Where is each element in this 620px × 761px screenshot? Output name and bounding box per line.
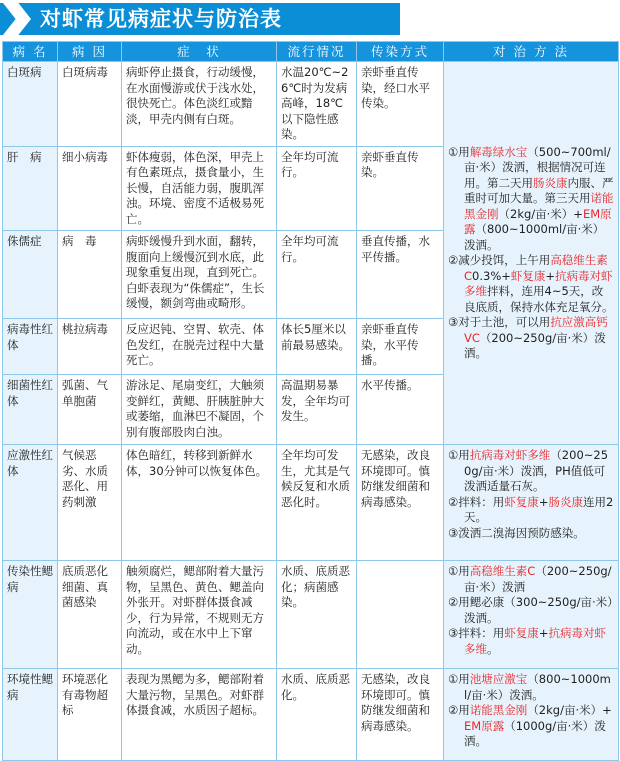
- disease-cause: 白斑病毒: [58, 62, 122, 147]
- disease-transmission: 无感染，改良环境即可。慎防继发细菌和病毒感染。: [357, 445, 444, 561]
- page-title: 对虾常见病症状与防治表: [40, 7, 282, 31]
- disease-cause: 气候恶劣、水质恶化、用药刺激: [58, 445, 122, 561]
- disease-epidemic: 全年均可发生，尤其是气候反复和水质恶化时。: [277, 445, 357, 561]
- header-symptom: 症 状: [122, 42, 277, 62]
- treatment-item: ②用鳃必康（300~250g/亩·米）泼洒。: [448, 595, 613, 625]
- disease-name: 传染性鳃病: [3, 561, 58, 669]
- disease-cause: 桃拉病毒: [58, 319, 122, 375]
- disease-symptom: 病虾缓慢升到水面，翻转，腹面向上缓慢沉到水底，此现象重复出现，直到死亡。白虾表现为“侏儒症”，生长缓慢，额剑弯曲或畸形。: [122, 231, 277, 319]
- disease-symptom: 反应迟钝、空胃、软壳、体色发红，在脱壳过程中大量死亡。: [122, 319, 277, 375]
- disease-transmission: 无感染，改良环境即可。慎防继发细菌和病毒感染。: [357, 669, 444, 761]
- disease-symptom: 体色暗红，转移到新鲜水体，30分钟可以恢复体色。: [122, 445, 277, 561]
- disease-symptom: 触须腐烂，鳃部附着大量污物，呈黑色、黄色、鳃盖向外张开。对虾群体摄食减少，行为异常，不规则无方向流动，或在水中上下窜动。: [122, 561, 277, 669]
- disease-cause: 病 毒: [58, 231, 122, 319]
- disease-transmission: 垂直传播，水平传播。: [357, 231, 444, 319]
- disease-name: 白斑病: [3, 62, 58, 147]
- header-transmission: 传染方式: [357, 42, 444, 62]
- disease-cause: 弧菌、气单胞菌: [58, 375, 122, 445]
- disease-name: 应激性红体: [3, 445, 58, 561]
- disease-epidemic: 全年均可流行。: [277, 231, 357, 319]
- disease-cause: 细小病毒: [58, 146, 122, 231]
- treatment-item: ②用诺能黑金刚（2kg/亩·米）+EM原露（1000g/亩·米）泼洒。: [448, 703, 612, 748]
- disease-epidemic: 体长5厘米以前最易感染。: [277, 319, 357, 375]
- treatment-cell: [444, 445, 619, 561]
- treatment-item: ②拌料：用虾复康+肠炎康连用2天。: [448, 494, 614, 524]
- treatment-cell: [444, 561, 619, 669]
- disease-symptom: 表现为黑鳃为多，鳃部附着大量污物，呈黑色。对虾群体摄食减，水质因子超标。: [122, 669, 277, 761]
- table-row: [3, 669, 619, 761]
- header-cause: 病 因: [58, 42, 122, 62]
- treatment-cell: [444, 62, 619, 445]
- treatment-item: ③对于土池，可以用抗应激高钙VC（200~250g/亩·米）泼洒。: [448, 315, 608, 360]
- disease-cause: 底质恶化细菌、真菌感染: [58, 561, 122, 669]
- treatment-item: ③拌料：用虾复康+抗病毒对虾多维。: [448, 626, 606, 656]
- disease-name: 病毒性红体: [3, 319, 58, 375]
- disease-epidemic: 水质、底质恶化；病菌感染。: [277, 561, 357, 669]
- header-epidemic: 流行情况: [277, 42, 357, 62]
- treatment-item: ①用高稳维生素C（200~250g/亩·米）泼洒: [448, 564, 612, 594]
- disease-symptom: 游泳足、尾扇变红，大触须变鲜红，黄鳃、肝胰脏肿大或萎缩，血淋巴不凝固，个别有腹部股肉白浊。: [122, 375, 277, 445]
- disease-name: 肝 病: [3, 146, 58, 231]
- header-row: [3, 42, 619, 62]
- table-row: [3, 62, 619, 147]
- disease-epidemic: 水质、底质恶化。: [277, 669, 357, 761]
- table-row: [3, 561, 619, 669]
- disease-name: 环境性鳃病: [3, 669, 58, 761]
- disease-table: [2, 41, 619, 761]
- disease-transmission: [357, 561, 444, 669]
- disease-epidemic: 高温期易暴发，全年均可发生。: [277, 375, 357, 445]
- disease-cause: 环境恶化有毒物超标: [58, 669, 122, 761]
- disease-transmission: 亲虾垂直传染，水平传播。: [357, 319, 444, 375]
- disease-symptom: 病虾停止摄食，行动缓慢，在水面慢游或伏于浅水处，很快死亡。体色淡红或黯淡，甲壳内侧有白斑。: [122, 62, 277, 147]
- disease-transmission: 亲虾垂直传染，经口水平传染。: [357, 62, 444, 147]
- title-banner: [0, 0, 620, 38]
- disease-symptom: 虾体瘦弱，体色深，甲壳上有色素斑点，摄食量小，生长慢，自活能力弱，腹肌浑浊。环境、密度不适极易死亡。: [122, 146, 277, 231]
- disease-epidemic: 全年均可流行。: [277, 146, 357, 231]
- treatment-cell: [444, 669, 619, 761]
- treatment-item: ①用解毒绿水宝（500~700ml/亩·米）泼洒，根据情况可连用。第二天用肠炎康内服、严重时可加大量。第三天用诺能黑金刚（2kg/亩·米）+EM原露（800~1000ml/亩·米）泼洒。: [448, 144, 614, 252]
- header-name: 病 名: [3, 42, 58, 62]
- treatment-item: ①用池塘应激宝（800~1000ml/亩·米）泼洒。: [448, 672, 611, 702]
- disease-name: 细菌性红体: [3, 375, 58, 445]
- disease-transmission: 水平传播。: [357, 375, 444, 445]
- disease-name: 侏儒症: [3, 231, 58, 319]
- disease-epidemic: 水温20℃~26℃时为发病高峰，18℃以下隐性感染。: [277, 62, 357, 147]
- table-row: [3, 445, 619, 561]
- treatment-item: ①用抗病毒对虾多维（200~250g/亩·米）泼洒，PH值低可泼洒适量石灰。: [448, 448, 609, 493]
- header-treatment: 对 治 方 法: [444, 42, 619, 62]
- treatment-item: ②减少投饵，上午用高稳维生素C0.3%+虾复康+抗病毒对虾多维拌料，连用4~5天，改良底质，保持水体充足氧分。: [448, 253, 614, 314]
- disease-transmission: 亲虾垂直传染。: [357, 146, 444, 231]
- treatment-item: ③泼洒二溴海因预防感染。: [448, 525, 585, 540]
